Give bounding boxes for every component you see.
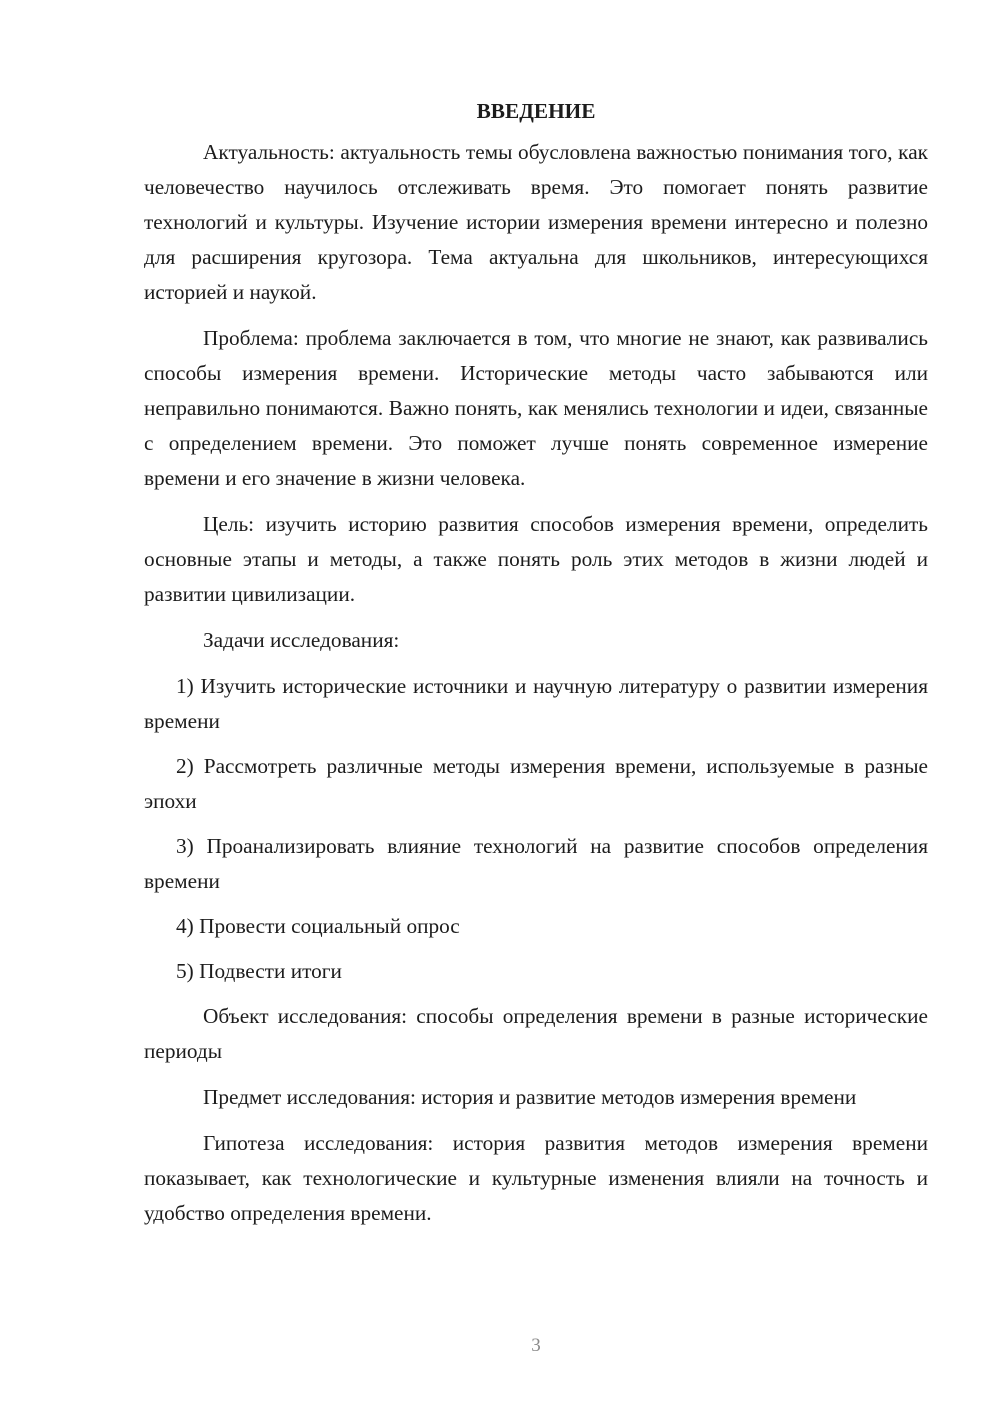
tasks-heading: Задачи исследования: — [203, 628, 400, 652]
object-paragraph: Объект исследования: способы определения времени в разные исторические периоды — [144, 1004, 928, 1063]
goal-paragraph: Цель: изучить историю развития способов измерения времени, определить основные этапы и методы, а также понять роль этих методов в жизни людей и развитии цивилизации. — [144, 512, 928, 606]
section-title: ВВЕДЕНИЕ — [476, 99, 596, 123]
relevance-paragraph: Актуальность: актуальность темы обусловлена важностью понимания того, как человечество научилось отслеживать время. Это помогает понять развитие технологий и культуры. Изучение истории измерения времени интересно и полезно для расширения кругозора. Тема актуальна для школьников, интересующихся историей и наукой. — [144, 140, 928, 304]
task-item: 3) Проанализировать влияние технологий на развитие способов определения времени — [144, 834, 928, 893]
task-item: 2) Рассмотреть различные методы измерения времени, используемые в разные эпохи — [144, 754, 928, 813]
hypothesis-paragraph: Гипотеза исследования: история развития методов измерения времени показывает, как технологические и культурные изменения влияли на точность и удобство определения времени. — [144, 1131, 928, 1225]
task-item: 1) Изучить исторические источники и научную литературу о развитии измерения времени — [144, 674, 928, 733]
page-number: 3 — [531, 1335, 541, 1356]
task-item: 5) Подвести итоги — [176, 959, 342, 983]
page-content — [144, 94, 928, 1242]
task-item: 4) Провести социальный опрос — [176, 914, 460, 938]
problem-paragraph: Проблема: проблема заключается в том, что многие не знают, как развивались способы измерения времени. Исторические методы часто забываются или неправильно понимаются. Важно понять, как менялись технологии и идеи, связанные с определением времени. Это поможет лучше понять современное измерение времени и его значение в жизни человека. — [144, 326, 928, 490]
subject-paragraph: Предмет исследования: история и развитие методов измерения времени — [203, 1085, 857, 1109]
